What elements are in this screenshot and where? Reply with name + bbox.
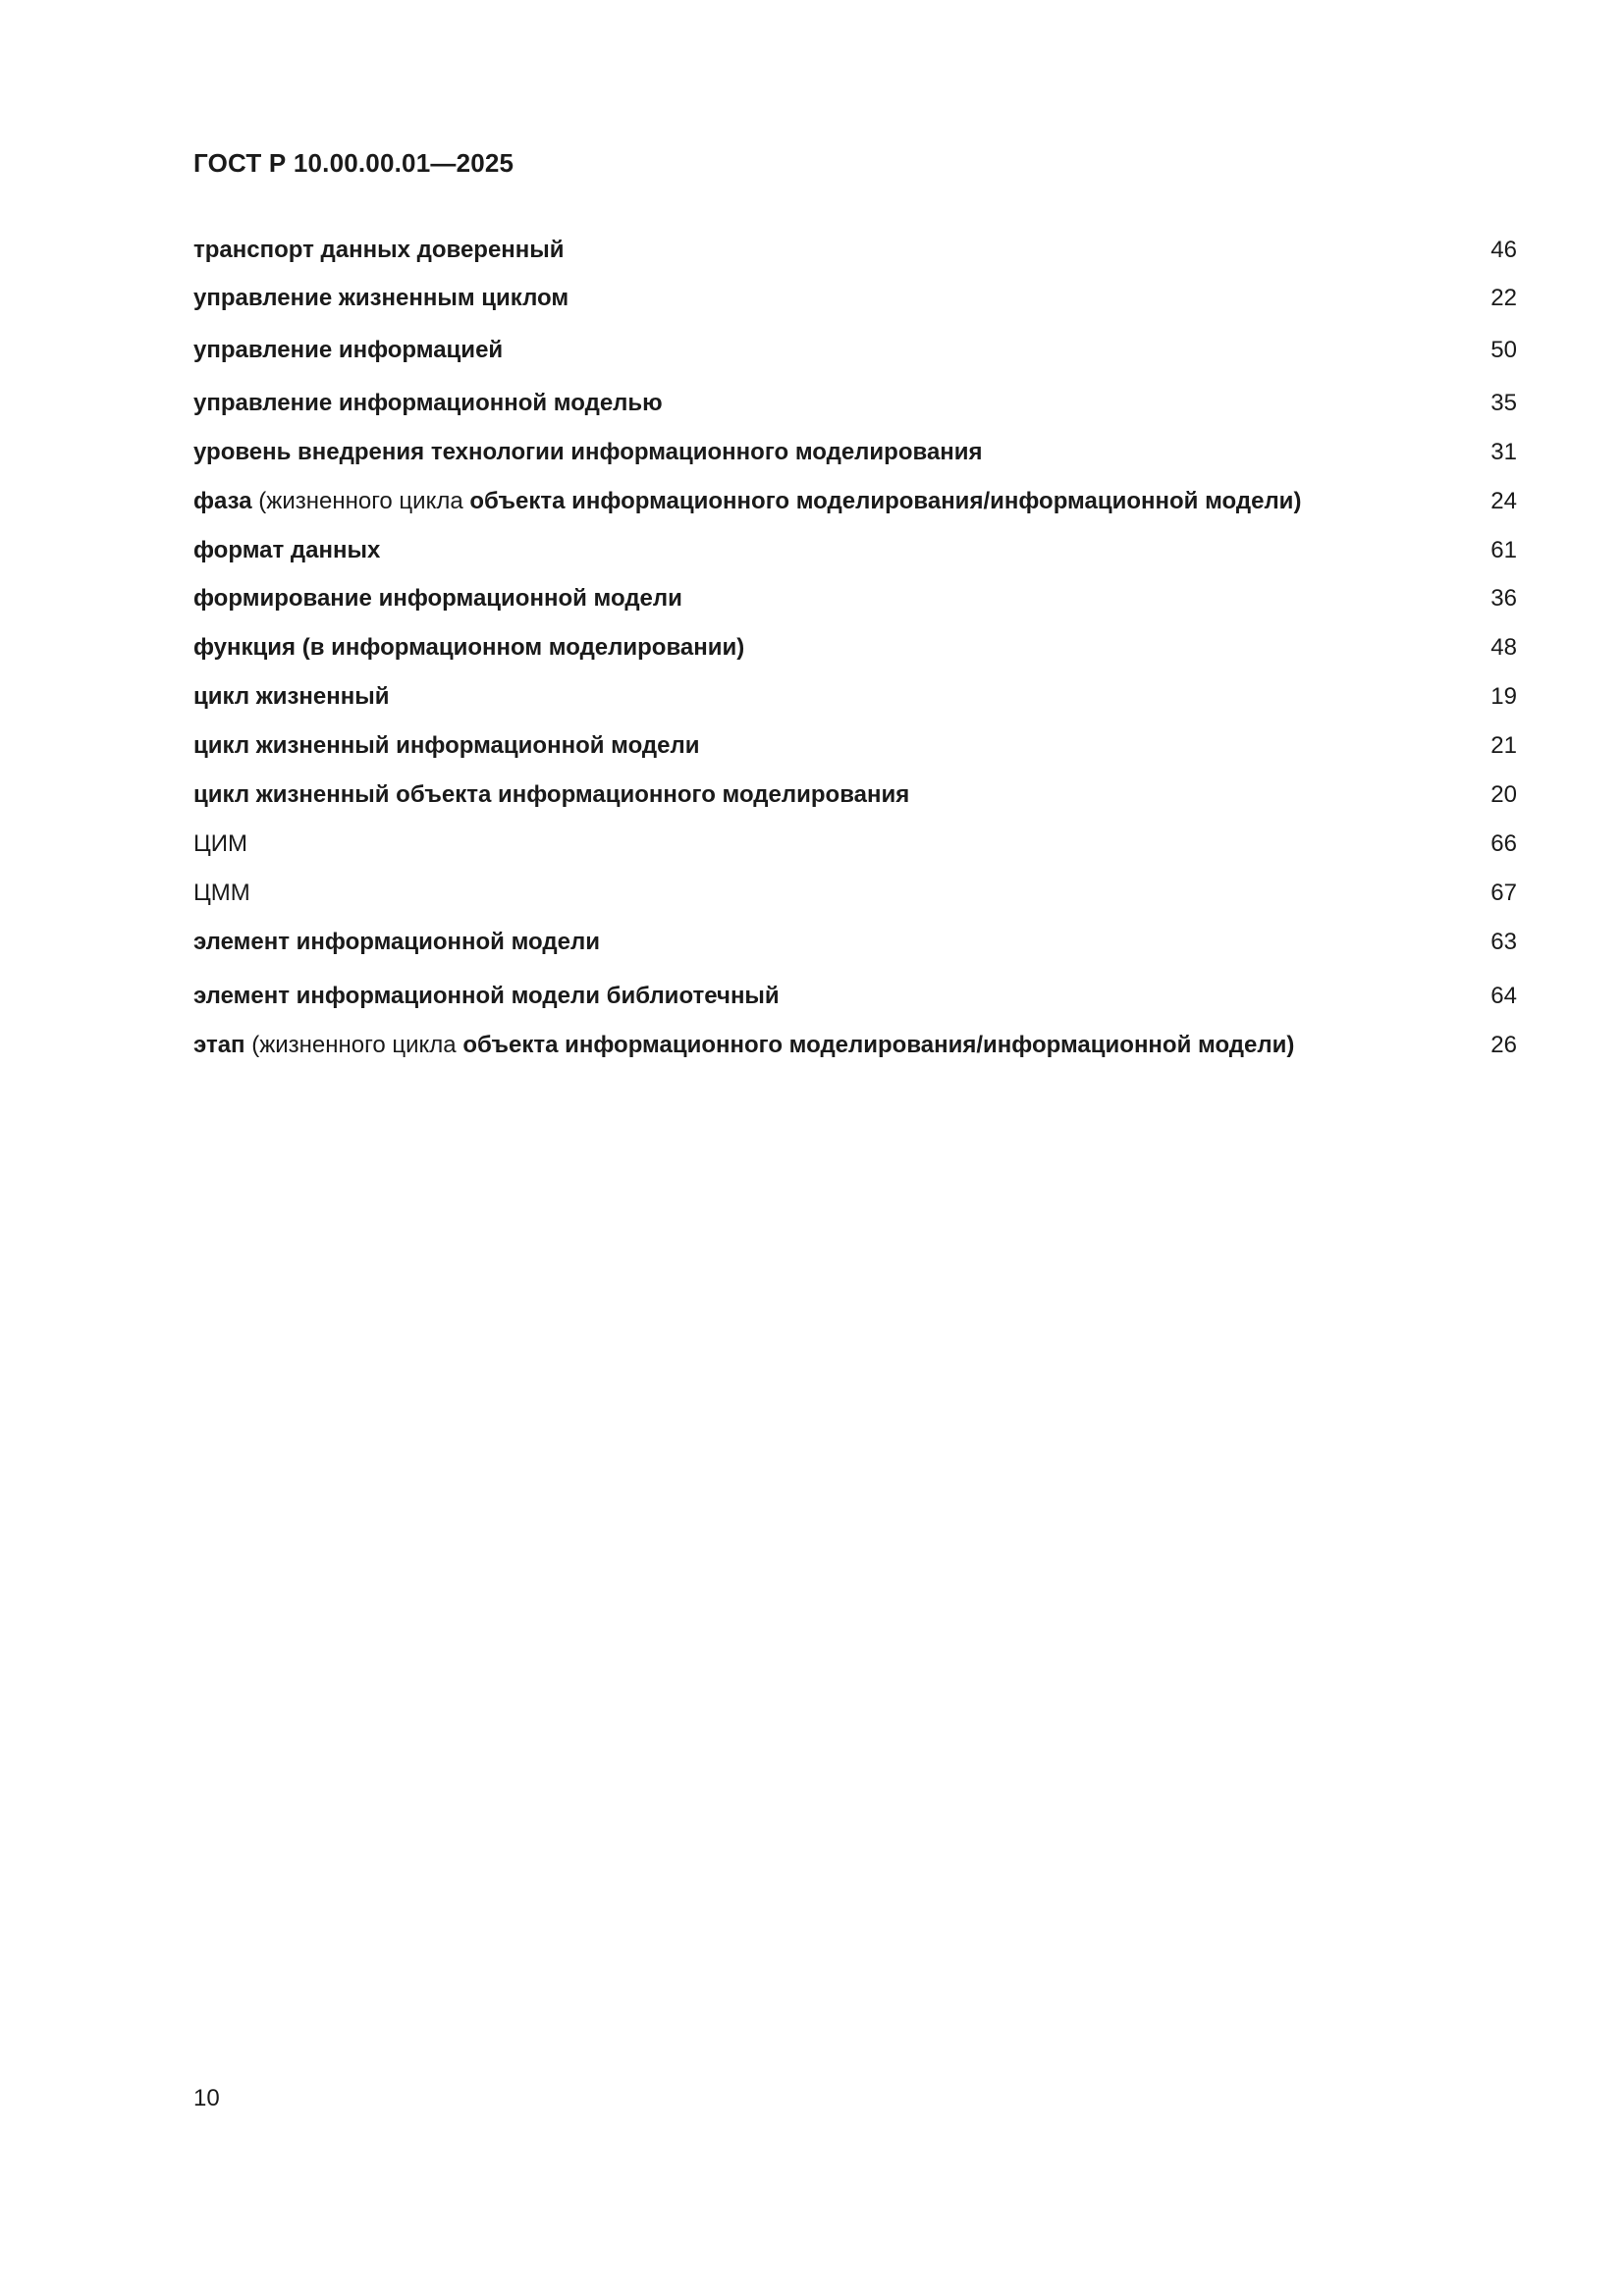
index-page-ref: 66 — [1490, 830, 1517, 857]
index-term: формирование информационной модели — [193, 585, 682, 612]
index-term-head: фаза — [193, 488, 252, 514]
index-term — [193, 487, 1301, 516]
index-term: функция (в информационном моделировании) — [193, 634, 745, 661]
index-page-ref: 48 — [1490, 634, 1517, 661]
index-entry — [193, 336, 1517, 389]
index-term: ЦИМ — [193, 830, 247, 857]
index-page-ref: 46 — [1490, 237, 1517, 263]
index-entry — [193, 487, 1517, 536]
index-term: цикл жизненный информационной модели — [193, 732, 700, 759]
index-term-tail: объекта информационного моделирования/информационной модели) — [469, 488, 1302, 514]
index-term — [193, 1031, 1294, 1060]
index-page-ref: 31 — [1490, 439, 1517, 465]
index-entry — [193, 633, 1517, 682]
index-term: управление информационной моделью — [193, 390, 663, 416]
index-term: уровень внедрения технологии информационного моделирования — [193, 439, 983, 465]
index-entry — [193, 982, 1517, 1031]
index-page-ref: 35 — [1490, 390, 1517, 416]
index-page-ref: 64 — [1490, 983, 1517, 1009]
index-page-ref: 21 — [1490, 732, 1517, 759]
index-entry — [193, 682, 1517, 731]
index-entry — [193, 584, 1517, 633]
index-page-ref: 63 — [1490, 929, 1517, 955]
index-term: ЦММ — [193, 880, 250, 906]
index-entry — [193, 829, 1517, 879]
index-term: элемент информационной модели библиотечный — [193, 983, 780, 1009]
index-term-head: этап — [193, 1032, 245, 1058]
document-header: ГОСТ Р 10.00.00.01—2025 — [193, 148, 514, 178]
index-term-qualifier: (жизненного цикла — [251, 488, 470, 514]
index-entry — [193, 284, 1517, 336]
index-term: цикл жизненный объекта информационного моделирования — [193, 781, 910, 808]
index-term: управление жизненным циклом — [193, 285, 569, 311]
index-entry — [193, 928, 1517, 982]
index-entry — [193, 236, 1517, 284]
index-term: цикл жизненный — [193, 683, 390, 710]
index-entry — [193, 731, 1517, 780]
index-term: элемент информационной модели — [193, 929, 600, 955]
index-term: управление информацией — [193, 337, 504, 363]
index-entry — [193, 780, 1517, 829]
index-list — [193, 236, 1517, 1080]
index-entry — [193, 879, 1517, 928]
index-page-ref: 24 — [1490, 488, 1517, 514]
page-number: 10 — [193, 2085, 220, 2111]
index-term: формат данных — [193, 537, 381, 563]
index-page-ref: 22 — [1490, 285, 1517, 311]
index-page-ref: 26 — [1490, 1032, 1517, 1058]
index-entry — [193, 438, 1517, 487]
index-page-ref: 67 — [1490, 880, 1517, 906]
index-term-qualifier: (жизненного цикла — [244, 1032, 463, 1058]
index-page-ref: 36 — [1490, 585, 1517, 612]
index-page-ref: 19 — [1490, 683, 1517, 710]
index-term: транспорт данных доверенный — [193, 237, 565, 263]
index-page-ref: 20 — [1490, 781, 1517, 808]
index-page-ref: 50 — [1490, 337, 1517, 363]
index-entry — [193, 1031, 1517, 1080]
index-entry — [193, 389, 1517, 438]
index-page-ref: 61 — [1490, 537, 1517, 563]
index-entry — [193, 536, 1517, 584]
index-term-tail: объекта информационного моделирования/информационной модели) — [462, 1032, 1295, 1058]
